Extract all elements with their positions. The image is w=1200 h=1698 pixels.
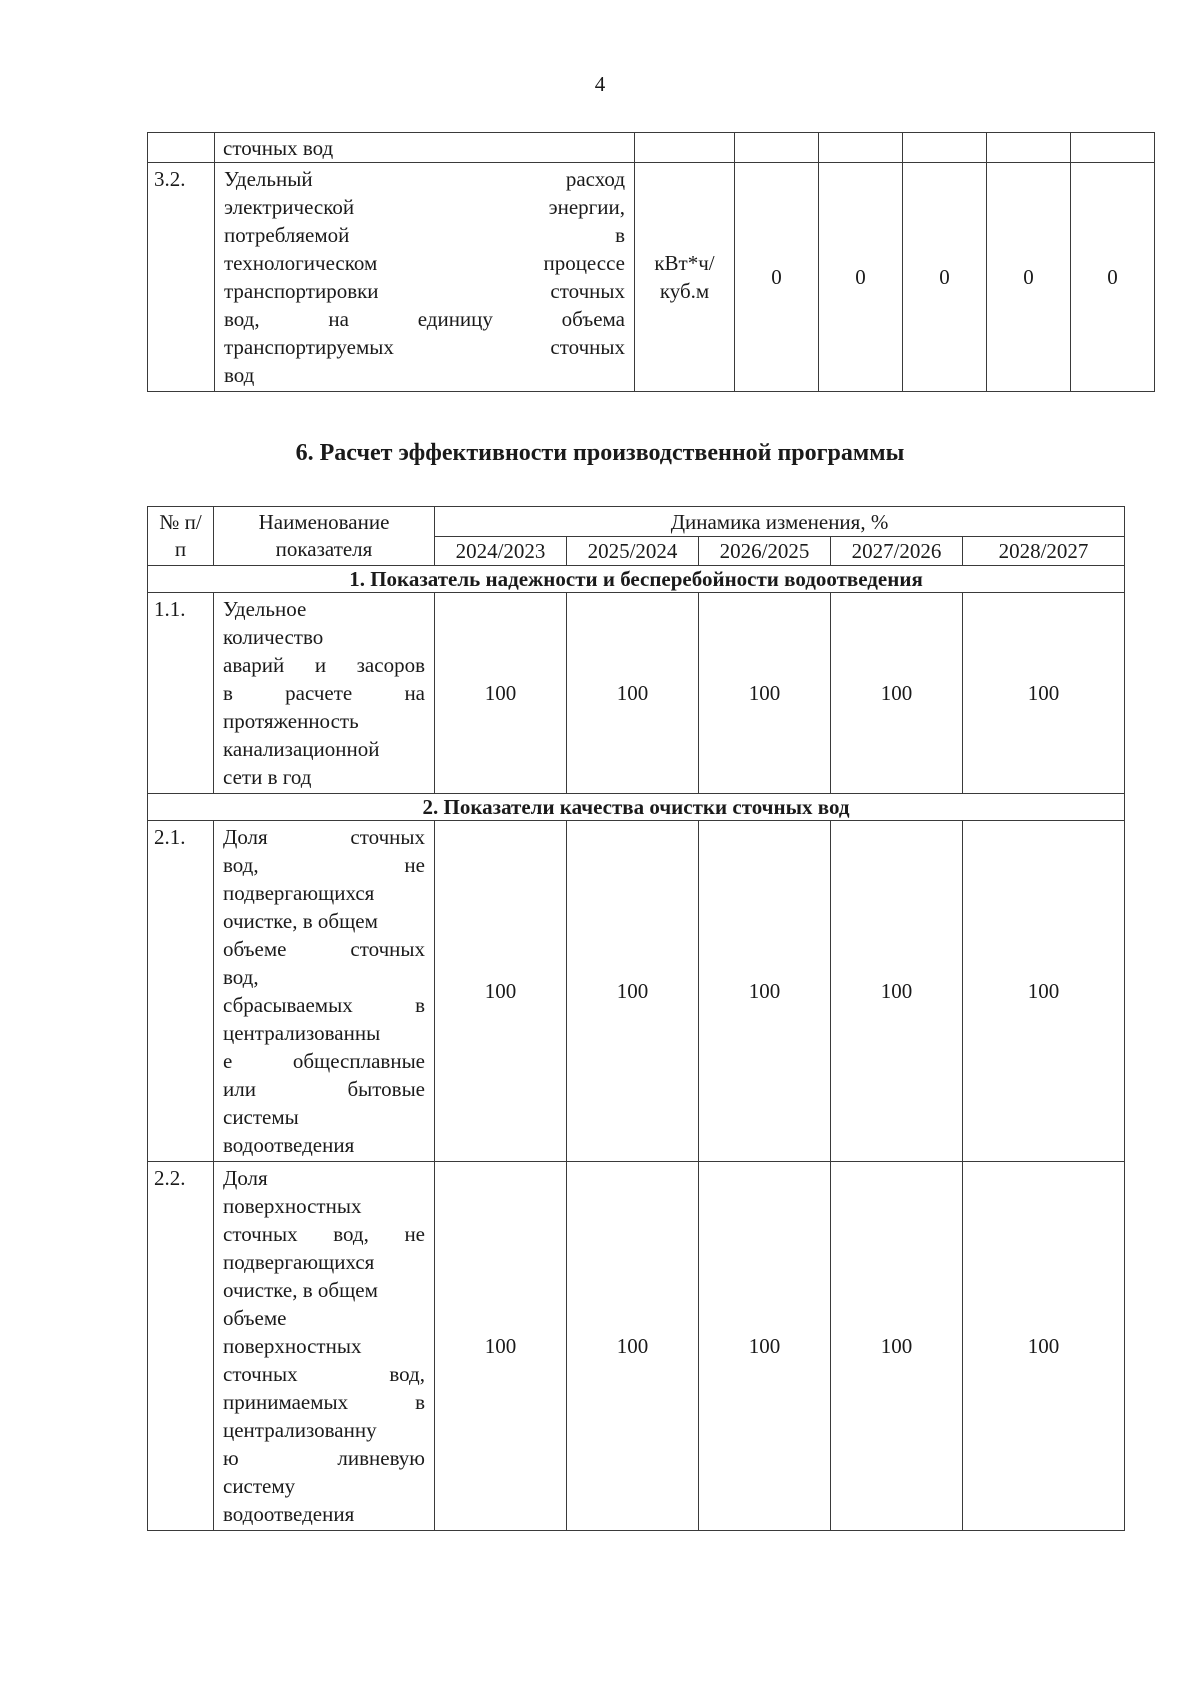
group-title: 1. Показатель надежности и бесперебойности водоотведения (148, 566, 1125, 593)
value-cell: 100 (567, 593, 699, 794)
indicator-name: сточных вод (215, 133, 635, 163)
efficiency-table (147, 506, 1125, 1531)
value-cell: 100 (567, 1162, 699, 1531)
value-cell: 100 (435, 1162, 567, 1531)
value-cell: 100 (831, 1162, 963, 1531)
indicator-name: Доля сточных вод, не подвергающихся очистке, в общем объеме сточных вод, сбрасываемых в централизованны е общесплавные или бытовые системы водоотведения (214, 821, 435, 1162)
table-row (148, 163, 1155, 392)
value-cell: 100 (435, 821, 567, 1162)
indicator-name: Доля поверхностных сточных вод, не подвергающихся очистке, в общем объеме поверхностных сточных вод, принимаемых в централизованну ю ливневую систему водоотведения (214, 1162, 435, 1531)
value-cell: 0 (735, 163, 819, 392)
indicators-table-continued (147, 132, 1155, 392)
value-cell: 0 (819, 163, 903, 392)
value-cell: 0 (1071, 163, 1155, 392)
row-number: 2.2. (148, 1162, 214, 1531)
period-header: 2024/2023 (435, 537, 567, 566)
value-cell: 100 (831, 593, 963, 794)
num-header: № п/п (148, 507, 214, 566)
page-number: 4 (594, 72, 606, 96)
value-cell: 100 (831, 821, 963, 1162)
header-row (148, 507, 1125, 537)
period-header: 2027/2026 (831, 537, 963, 566)
continuation-row (148, 133, 1155, 163)
table-row (148, 593, 1125, 794)
name-header: Наименование показателя (214, 507, 435, 566)
group-row (148, 566, 1125, 593)
value-cell: 100 (699, 1162, 831, 1531)
value-cell: 100 (699, 593, 831, 794)
row-number: 2.1. (148, 821, 214, 1162)
unit-cell: кВт*ч/ куб.м (635, 163, 735, 392)
value-cell: 100 (963, 1162, 1125, 1531)
table-row (148, 821, 1125, 1162)
row-number: 3.2. (148, 163, 215, 392)
section-title: 6. Расчет эффективности производственной программы (295, 440, 905, 466)
dynamics-header: Динамика изменения, % (435, 507, 1125, 537)
row-number (148, 133, 215, 163)
value-cell: 100 (435, 593, 567, 794)
value-cell: 0 (903, 163, 987, 392)
group-title: 2. Показатели качества очистки сточных вод (148, 794, 1125, 821)
value-cell: 100 (699, 821, 831, 1162)
value-cell: 100 (963, 593, 1125, 794)
period-header: 2026/2025 (699, 537, 831, 566)
indicator-name: Удельное количество аварий и засоров в расчете на протяженность канализационной сети в год (214, 593, 435, 794)
indicator-name: Удельный расход электрической энергии, потребляемой в технологическом процессе транспортировки сточных вод, на единицу объема транспортируемых сточных вод (215, 163, 635, 392)
row-number: 1.1. (148, 593, 214, 794)
value-cell: 100 (963, 821, 1125, 1162)
period-header: 2025/2024 (567, 537, 699, 566)
value-cell: 100 (567, 821, 699, 1162)
value-cell: 0 (987, 163, 1071, 392)
period-header: 2028/2027 (963, 537, 1125, 566)
table-row (148, 1162, 1125, 1531)
group-row (148, 794, 1125, 821)
